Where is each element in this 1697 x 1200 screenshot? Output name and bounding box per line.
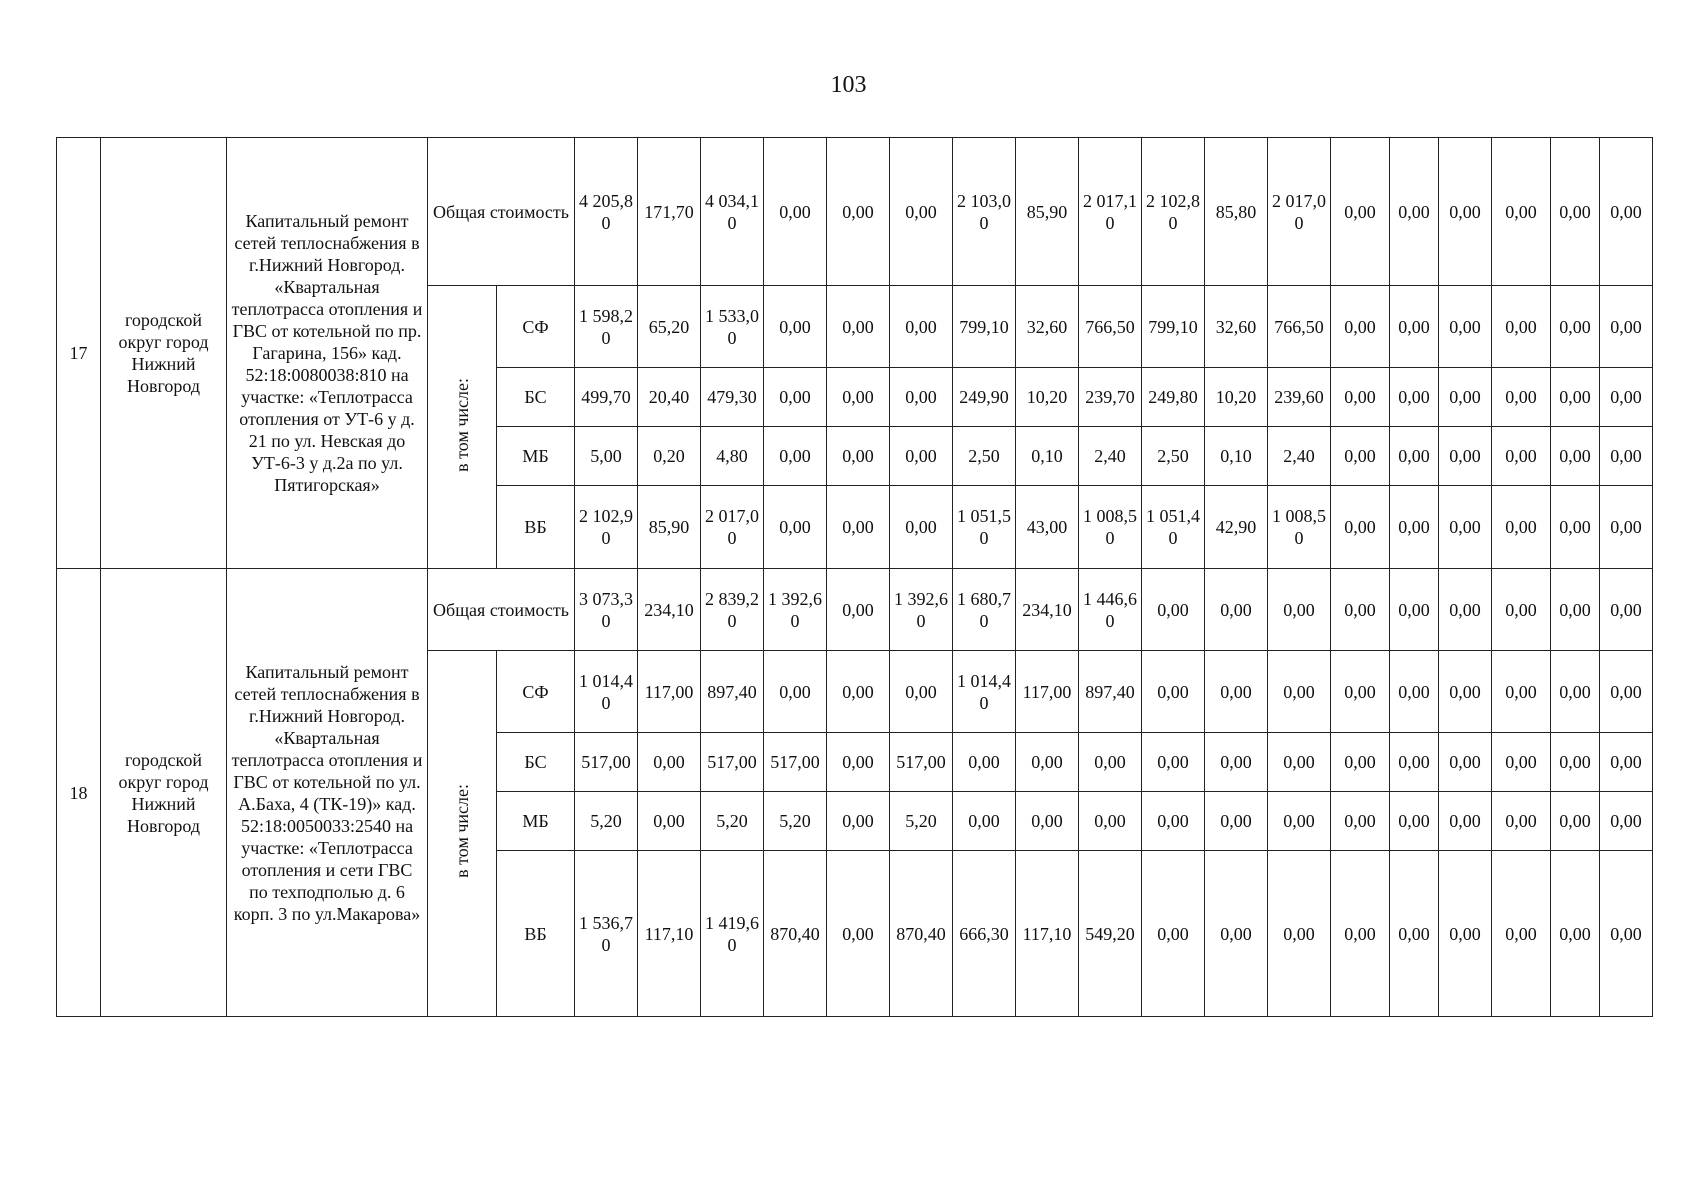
- value-cell: 0,00: [1205, 569, 1268, 651]
- value-cell: 5,20: [764, 792, 827, 851]
- value-cell: 0,00: [827, 569, 890, 651]
- value-cell: 0,00: [1390, 486, 1439, 569]
- value-cell: 0,00: [1439, 486, 1492, 569]
- value-cell: 0,00: [827, 486, 890, 569]
- value-cell: 0,00: [1600, 569, 1653, 651]
- total-cost-label: Общая стоимость: [428, 569, 575, 651]
- value-cell: 0,00: [1142, 651, 1205, 733]
- value-cell: 0,00: [1268, 651, 1331, 733]
- value-cell: 43,00: [1016, 486, 1079, 569]
- value-cell: 0,00: [1390, 733, 1439, 792]
- value-cell: 517,00: [701, 733, 764, 792]
- value-cell: 2 017,00: [701, 486, 764, 569]
- value-cell: 0,00: [1492, 792, 1551, 851]
- value-cell: 1 008,50: [1079, 486, 1142, 569]
- value-cell: 2 103,00: [953, 138, 1016, 286]
- value-cell: 2,50: [953, 427, 1016, 486]
- value-cell: 0,00: [1551, 569, 1600, 651]
- value-cell: 0,00: [1331, 286, 1390, 368]
- value-cell: 870,40: [764, 851, 827, 1017]
- including-label: в том числе:: [452, 377, 472, 472]
- value-cell: 2 017,10: [1079, 138, 1142, 286]
- value-cell: 0,00: [1268, 851, 1331, 1017]
- value-cell: 0,00: [1600, 368, 1653, 427]
- funding-source-label: СФ: [497, 286, 575, 368]
- value-cell: 0,10: [1205, 427, 1268, 486]
- value-cell: 234,10: [638, 569, 701, 651]
- value-cell: 0,00: [890, 651, 953, 733]
- value-cell: 0,00: [1390, 286, 1439, 368]
- table-row: [57, 138, 1653, 286]
- value-cell: 2,50: [1142, 427, 1205, 486]
- value-cell: 0,00: [890, 286, 953, 368]
- value-cell: 0,00: [1331, 486, 1390, 569]
- value-cell: 0,00: [1331, 651, 1390, 733]
- value-cell: 0,00: [1268, 792, 1331, 851]
- value-cell: 0,00: [1390, 368, 1439, 427]
- value-cell: 0,00: [1439, 138, 1492, 286]
- value-cell: 117,10: [1016, 851, 1079, 1017]
- value-cell: 0,10: [1016, 427, 1079, 486]
- value-cell: 666,30: [953, 851, 1016, 1017]
- value-cell: 0,00: [890, 427, 953, 486]
- value-cell: 0,00: [1390, 427, 1439, 486]
- value-cell: 0,00: [764, 286, 827, 368]
- value-cell: 0,00: [1390, 851, 1439, 1017]
- row-number: 18: [57, 569, 101, 1017]
- funding-source-label: ВБ: [497, 851, 575, 1017]
- value-cell: 1 051,40: [1142, 486, 1205, 569]
- value-cell: 0,00: [1492, 138, 1551, 286]
- value-cell: 85,90: [638, 486, 701, 569]
- value-cell: 0,00: [1205, 851, 1268, 1017]
- value-cell: 5,20: [890, 792, 953, 851]
- value-cell: 2 102,90: [575, 486, 638, 569]
- value-cell: 20,40: [638, 368, 701, 427]
- value-cell: 0,00: [1390, 569, 1439, 651]
- value-cell: 0,00: [1600, 733, 1653, 792]
- budget-table: [56, 137, 1653, 1017]
- value-cell: 249,90: [953, 368, 1016, 427]
- value-cell: 0,00: [1439, 851, 1492, 1017]
- value-cell: 2 017,00: [1268, 138, 1331, 286]
- value-cell: 117,00: [638, 651, 701, 733]
- value-cell: 0,00: [1551, 368, 1600, 427]
- value-cell: 1 014,40: [953, 651, 1016, 733]
- value-cell: 0,00: [827, 851, 890, 1017]
- value-cell: 117,10: [638, 851, 701, 1017]
- value-cell: 0,00: [1439, 792, 1492, 851]
- value-cell: 766,50: [1268, 286, 1331, 368]
- value-cell: 0,00: [1439, 368, 1492, 427]
- value-cell: 0,00: [1439, 286, 1492, 368]
- value-cell: 0,00: [1331, 138, 1390, 286]
- value-cell: 239,60: [1268, 368, 1331, 427]
- value-cell: 499,70: [575, 368, 638, 427]
- value-cell: 85,90: [1016, 138, 1079, 286]
- funding-source-label: БС: [497, 733, 575, 792]
- value-cell: 1 533,00: [701, 286, 764, 368]
- value-cell: 517,00: [890, 733, 953, 792]
- total-cost-label: Общая стоимость: [428, 138, 575, 286]
- value-cell: 1 536,70: [575, 851, 638, 1017]
- value-cell: 517,00: [764, 733, 827, 792]
- value-cell: 65,20: [638, 286, 701, 368]
- value-cell: 0,00: [1492, 851, 1551, 1017]
- value-cell: 85,80: [1205, 138, 1268, 286]
- value-cell: 0,00: [1551, 286, 1600, 368]
- value-cell: 1 014,40: [575, 651, 638, 733]
- value-cell: 2 102,80: [1142, 138, 1205, 286]
- value-cell: 0,00: [953, 733, 1016, 792]
- value-cell: 0,00: [1600, 651, 1653, 733]
- value-cell: 0,00: [1492, 286, 1551, 368]
- value-cell: 0,00: [827, 733, 890, 792]
- value-cell: 0,00: [1551, 138, 1600, 286]
- value-cell: 1 051,50: [953, 486, 1016, 569]
- value-cell: 0,00: [1268, 733, 1331, 792]
- value-cell: 0,00: [1600, 486, 1653, 569]
- value-cell: 799,10: [1142, 286, 1205, 368]
- value-cell: 897,40: [701, 651, 764, 733]
- value-cell: 4 205,80: [575, 138, 638, 286]
- value-cell: 0,00: [1551, 733, 1600, 792]
- value-cell: 766,50: [1079, 286, 1142, 368]
- value-cell: 0,00: [1331, 851, 1390, 1017]
- funding-source-label: БС: [497, 368, 575, 427]
- district-cell: городской округ город Нижний Новгород: [101, 138, 227, 569]
- value-cell: 0,00: [1142, 733, 1205, 792]
- value-cell: 0,00: [1492, 486, 1551, 569]
- row-number: 17: [57, 138, 101, 569]
- value-cell: 0,00: [638, 792, 701, 851]
- value-cell: 4 034,10: [701, 138, 764, 286]
- value-cell: 0,00: [1551, 792, 1600, 851]
- value-cell: 517,00: [575, 733, 638, 792]
- value-cell: 0,00: [1079, 792, 1142, 851]
- value-cell: 549,20: [1079, 851, 1142, 1017]
- value-cell: 0,00: [1205, 651, 1268, 733]
- including-label: в том числе:: [452, 784, 472, 878]
- value-cell: 0,00: [1142, 851, 1205, 1017]
- funding-source-label: МБ: [497, 427, 575, 486]
- value-cell: 0,00: [890, 138, 953, 286]
- value-cell: 0,00: [1390, 138, 1439, 286]
- value-cell: 0,00: [764, 651, 827, 733]
- value-cell: 0,00: [1439, 733, 1492, 792]
- value-cell: 171,70: [638, 138, 701, 286]
- value-cell: 5,20: [701, 792, 764, 851]
- value-cell: 0,00: [1439, 569, 1492, 651]
- value-cell: 10,20: [1016, 368, 1079, 427]
- value-cell: 0,00: [1492, 651, 1551, 733]
- value-cell: 0,00: [827, 286, 890, 368]
- value-cell: 1 446,60: [1079, 569, 1142, 651]
- value-cell: 0,00: [827, 651, 890, 733]
- value-cell: 0,00: [764, 486, 827, 569]
- value-cell: 5,00: [575, 427, 638, 486]
- value-cell: 0,00: [827, 368, 890, 427]
- value-cell: 0,00: [890, 368, 953, 427]
- value-cell: 0,00: [1205, 792, 1268, 851]
- value-cell: 0,00: [953, 792, 1016, 851]
- value-cell: 1 008,50: [1268, 486, 1331, 569]
- value-cell: 10,20: [1205, 368, 1268, 427]
- value-cell: 2,40: [1268, 427, 1331, 486]
- value-cell: 0,00: [1142, 792, 1205, 851]
- value-cell: 42,90: [1205, 486, 1268, 569]
- funding-source-label: МБ: [497, 792, 575, 851]
- value-cell: 249,80: [1142, 368, 1205, 427]
- project-description: Капитальный ремонт сетей теплоснабжения в г.Нижний Новгород. «Квартальная теплотрасса отопления и ГВС от котельной по ул. А.Баха, 4 (ТК-19)» кад. 52:18:0050033:2540 на участке: «Теплотрасса отопления и сети ГВС по техподполью д. 6 корп. 3 по ул.Макарова»: [227, 569, 428, 1017]
- project-description: Капитальный ремонт сетей теплоснабжения в г.Нижний Новгород. «Квартальная теплотрасса отопления и ГВС от котельной по пр. Гагарина, 156» кад. 52:18:0080038:810 на участке: «Теплотрасса отопления от УТ-6 у д. 21 по ул. Невская до УТ-6-3 у д.2а по ул. Пятигорская»: [227, 138, 428, 569]
- value-cell: 0,00: [1331, 733, 1390, 792]
- value-cell: 0,00: [827, 792, 890, 851]
- table-row: [57, 569, 1653, 651]
- value-cell: 0,00: [1492, 569, 1551, 651]
- value-cell: 1 598,20: [575, 286, 638, 368]
- value-cell: 32,60: [1016, 286, 1079, 368]
- value-cell: 0,00: [1142, 569, 1205, 651]
- value-cell: 0,00: [1600, 851, 1653, 1017]
- value-cell: 0,00: [1390, 651, 1439, 733]
- value-cell: 1 419,60: [701, 851, 764, 1017]
- value-cell: 0,00: [1600, 427, 1653, 486]
- value-cell: 0,00: [1551, 851, 1600, 1017]
- value-cell: 0,00: [1551, 651, 1600, 733]
- value-cell: 0,00: [1551, 486, 1600, 569]
- value-cell: 0,00: [764, 427, 827, 486]
- value-cell: 0,00: [1600, 138, 1653, 286]
- value-cell: 0,00: [1331, 368, 1390, 427]
- value-cell: 0,00: [1492, 427, 1551, 486]
- value-cell: 0,00: [1016, 792, 1079, 851]
- table-body: [57, 138, 1653, 1017]
- value-cell: 32,60: [1205, 286, 1268, 368]
- funding-source-label: ВБ: [497, 486, 575, 569]
- page-number: 103: [830, 72, 867, 98]
- value-cell: 0,00: [1331, 569, 1390, 651]
- including-label-cell: [428, 651, 497, 1017]
- value-cell: 0,00: [1600, 286, 1653, 368]
- value-cell: 4,80: [701, 427, 764, 486]
- value-cell: 117,00: [1016, 651, 1079, 733]
- value-cell: 0,00: [1390, 792, 1439, 851]
- value-cell: 5,20: [575, 792, 638, 851]
- value-cell: 234,10: [1016, 569, 1079, 651]
- value-cell: 0,00: [1205, 733, 1268, 792]
- value-cell: 0,00: [1439, 651, 1492, 733]
- value-cell: 239,70: [1079, 368, 1142, 427]
- value-cell: 0,00: [890, 486, 953, 569]
- value-cell: 897,40: [1079, 651, 1142, 733]
- value-cell: 0,00: [1492, 733, 1551, 792]
- value-cell: 0,00: [764, 138, 827, 286]
- value-cell: 0,00: [827, 427, 890, 486]
- value-cell: 799,10: [953, 286, 1016, 368]
- value-cell: 479,30: [701, 368, 764, 427]
- value-cell: 0,00: [1016, 733, 1079, 792]
- value-cell: 0,00: [1600, 792, 1653, 851]
- value-cell: 1 392,60: [890, 569, 953, 651]
- value-cell: 0,00: [1331, 427, 1390, 486]
- value-cell: 0,00: [638, 733, 701, 792]
- value-cell: 0,00: [764, 368, 827, 427]
- value-cell: 2,40: [1079, 427, 1142, 486]
- value-cell: 0,00: [1492, 368, 1551, 427]
- value-cell: 0,00: [1551, 427, 1600, 486]
- value-cell: 0,00: [1268, 569, 1331, 651]
- value-cell: 1 680,70: [953, 569, 1016, 651]
- value-cell: 0,00: [1331, 792, 1390, 851]
- value-cell: 0,00: [1439, 427, 1492, 486]
- funding-source-label: СФ: [497, 651, 575, 733]
- value-cell: 2 839,20: [701, 569, 764, 651]
- value-cell: 0,00: [827, 138, 890, 286]
- value-cell: 3 073,30: [575, 569, 638, 651]
- district-cell: городской округ город Нижний Новгород: [101, 569, 227, 1017]
- including-label-cell: [428, 286, 497, 569]
- value-cell: 0,00: [1079, 733, 1142, 792]
- value-cell: 0,20: [638, 427, 701, 486]
- value-cell: 870,40: [890, 851, 953, 1017]
- value-cell: 1 392,60: [764, 569, 827, 651]
